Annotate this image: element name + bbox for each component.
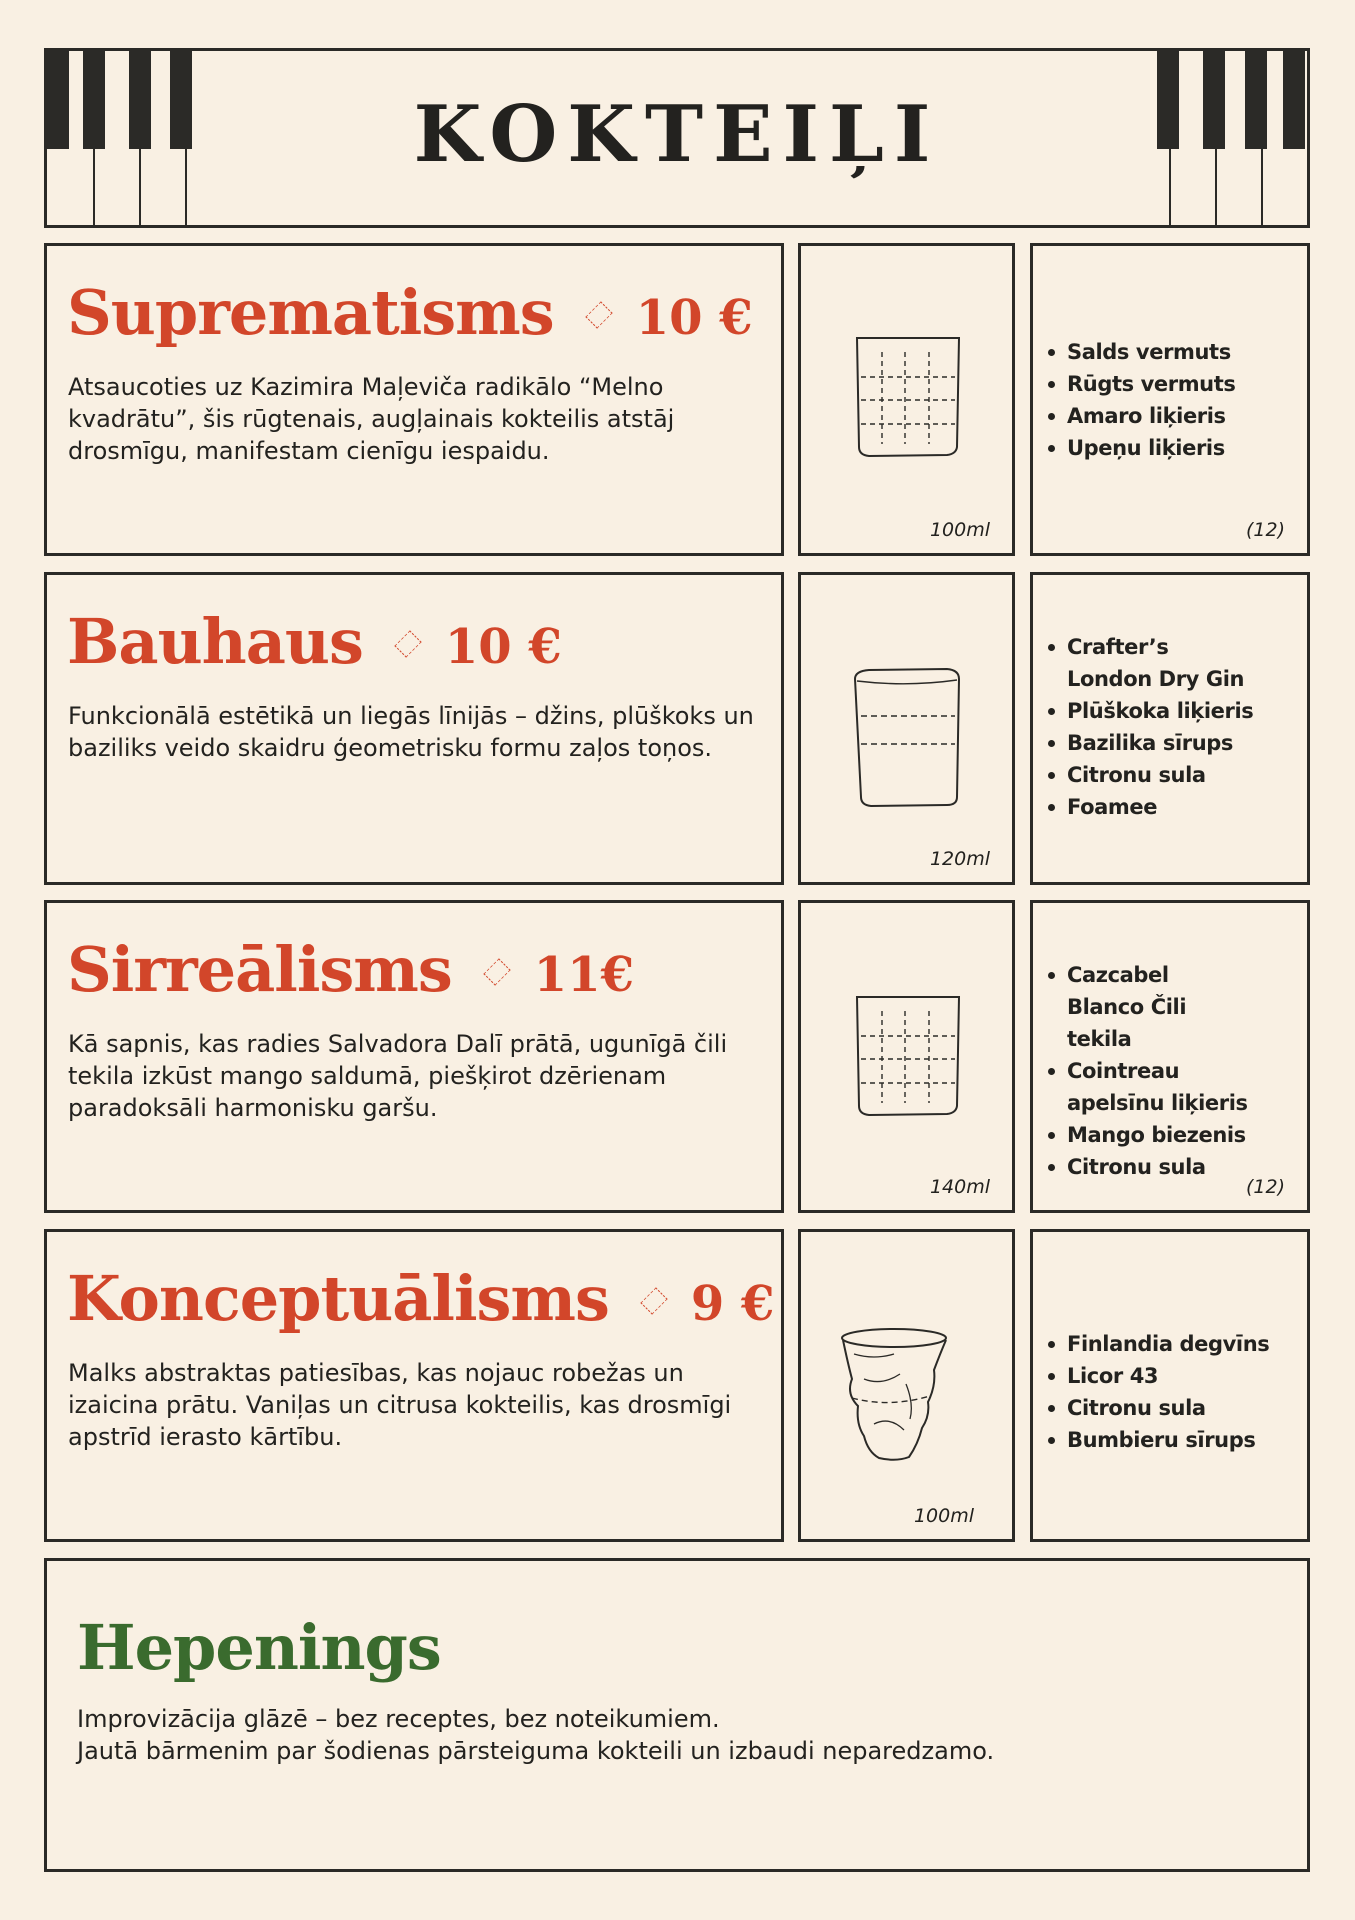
list-item: Finlandia degvīns (1045, 1328, 1299, 1360)
cocktail-name: Bauhaus (67, 605, 363, 678)
volume-label: 140ml (929, 1176, 990, 1198)
list-item: Rūgts vermuts (1045, 368, 1299, 400)
cocktail-description: Malks abstraktas patiesības, kas nojauc robežas un izaicina prātu. Vaniļas un citrusa kokteilis, kas drosmīgi apstrīd ierasto kārtību. (68, 1359, 732, 1451)
ingredient-list (1045, 336, 1299, 464)
highball-glass-lines-icon (847, 661, 967, 811)
cocktail-card (44, 1229, 784, 1542)
cocktail-description: Atsaucoties uz Kazimira Maļeviča radikālo “Melno kvadrātu”, šis rūgtenais, augļainais kokteilis atstāj drosmīgu, manifestam cienīgu iespaidu. (68, 373, 675, 465)
list-item: Cazcabel Blanco Čili tekila (1045, 959, 1245, 1055)
hepenings-title: Hepenings (77, 1611, 441, 1684)
cocktail-price: 10 € (635, 290, 753, 346)
volume-label: 100ml (913, 1505, 974, 1527)
cocktail-description: Kā sapnis, kas radies Salvadora Dalī prātā, ugunīgā čili tekila izkūst mango saldumā, piešķirot dzērienam paradoksāli harmonisku garšu. (68, 1030, 728, 1122)
glass-panel (798, 900, 1015, 1213)
cocktail-name: Sirreālisms (67, 933, 452, 1006)
diamond-icon (585, 301, 612, 328)
list-item: Plūškoka liķieris (1045, 695, 1299, 727)
list-item: Crafter’s London Dry Gin (1045, 631, 1255, 695)
volume-label: 100ml (929, 519, 990, 541)
diamond-icon (394, 630, 421, 657)
list-item: Citronu sula (1045, 1392, 1299, 1424)
diamond-icon (640, 1287, 667, 1314)
cocktail-price: 10 € (444, 619, 562, 675)
ingredients-panel (1030, 572, 1310, 885)
diamond-icon (483, 958, 510, 985)
cocktail-price: 11€ (533, 947, 634, 1003)
list-item: Cointreau apelsīnu liķieris (1045, 1055, 1275, 1119)
hepenings-line: Jautā bārmenim par šodienas pārsteiguma kokteili un izbaudi neparedzamo. (77, 1737, 995, 1765)
list-item: Bazilika sīrups (1045, 727, 1299, 759)
crumpled-cup-icon (834, 1324, 954, 1469)
list-item: Foamee (1045, 791, 1299, 823)
volume-label: 120ml (929, 848, 990, 870)
ingredient-list (1045, 1328, 1299, 1456)
glass-panel (798, 572, 1015, 885)
cocktail-card (44, 243, 784, 556)
ingredients-panel (1030, 1229, 1310, 1542)
cocktail-price: 9 € (690, 1276, 775, 1332)
rocks-glass-grid-icon (847, 332, 967, 462)
cocktail-description: Funkcionālā estētikā un liegās līnijās – džins, plūškoks un baziliks veido skaidru ģeometrisku formu zaļos toņos. (68, 702, 754, 762)
cocktail-card (44, 572, 784, 885)
ingredients-panel (1030, 243, 1310, 556)
ingredient-note: (12) (1245, 1176, 1285, 1198)
glass-panel (798, 243, 1015, 556)
list-item: Mango biezenis (1045, 1119, 1299, 1151)
list-item: Citronu sula (1045, 759, 1299, 791)
list-item: Upeņu liķieris (1045, 432, 1299, 464)
ingredient-list (1045, 959, 1299, 1183)
glass-panel (798, 1229, 1015, 1542)
list-item: Amaro liķieris (1045, 400, 1299, 432)
ingredient-list (1045, 631, 1299, 823)
ingredient-note: (12) (1245, 519, 1285, 541)
rocks-glass-grid-icon (847, 991, 967, 1121)
cocktail-name: Suprematisms (67, 276, 554, 349)
list-item: Bumbieru sīrups (1045, 1424, 1299, 1456)
menu-header (44, 48, 1310, 228)
cocktail-card (44, 900, 784, 1213)
ingredients-panel (1030, 900, 1310, 1213)
list-item: Citronu sula (1045, 1151, 1299, 1183)
list-item: Licor 43 (1045, 1360, 1299, 1392)
cocktail-name: Konceptuālisms (67, 1262, 609, 1335)
hepenings-card (44, 1558, 1310, 1872)
list-item: Salds vermuts (1045, 336, 1299, 368)
page-title: KOKTEIĻI (413, 89, 941, 180)
hepenings-line: Improvizācija glāzē – bez receptes, bez noteikumiem. (77, 1705, 720, 1733)
